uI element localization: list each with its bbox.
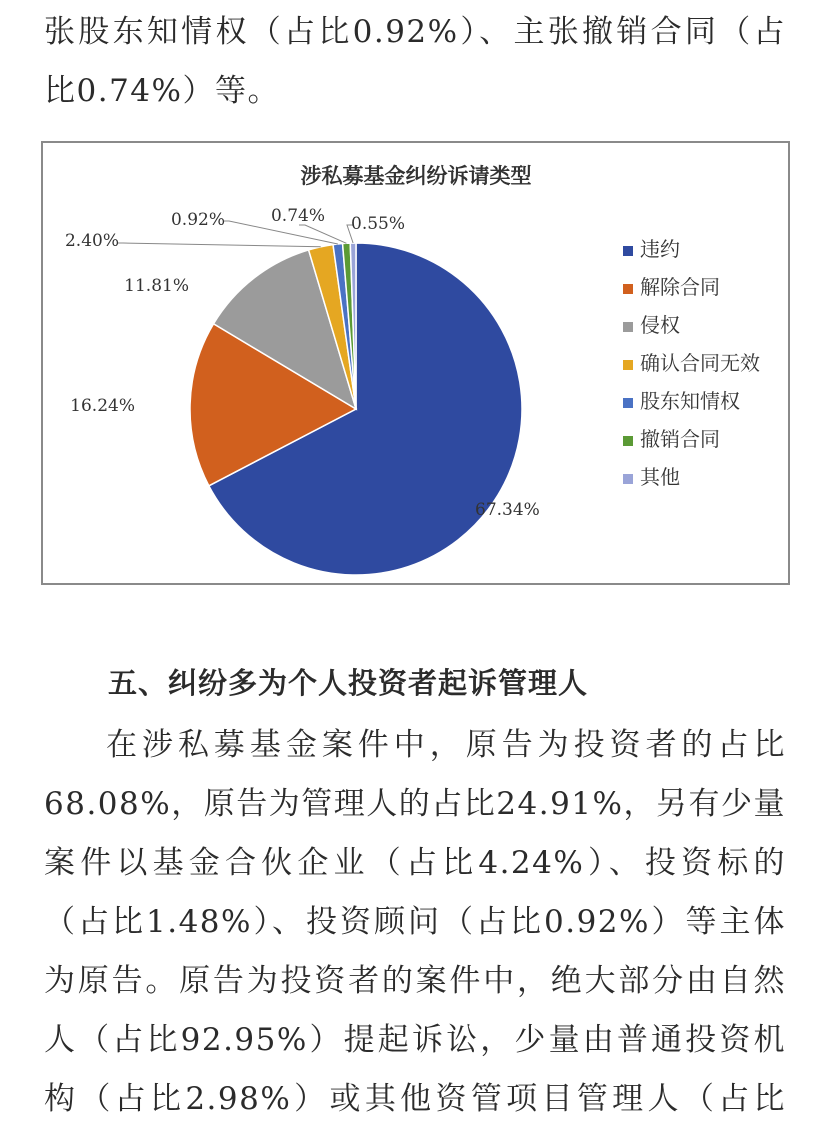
data-label: 67.34% xyxy=(475,500,540,520)
legend-swatch xyxy=(623,322,633,332)
legend-swatch xyxy=(623,436,633,446)
legend-swatch xyxy=(623,398,633,408)
paragraph-line: 案件以基金合伙企业（占比4.24%）、投资标的 xyxy=(44,845,786,881)
legend-label: 侵权 xyxy=(640,313,680,337)
paragraph-line: 比0.74%）等。 xyxy=(44,73,280,109)
pie-chart xyxy=(41,141,790,585)
legend-label: 股东知情权 xyxy=(640,389,740,413)
legend-swatch xyxy=(623,474,633,484)
paragraph-line: 张股东知情权（占比0.92%）、主张撤销合同（占 xyxy=(44,14,786,50)
data-label: 0.92% xyxy=(170,210,225,230)
data-label: 11.81% xyxy=(124,276,189,296)
pie-chart-svg xyxy=(43,143,788,583)
legend-label: 解除合同 xyxy=(640,275,720,299)
paragraph-line: 68.08%，原告为管理人的占比24.91%，另有少量 xyxy=(44,786,786,822)
legend-label: 其他 xyxy=(640,465,680,489)
section-heading: 五、纠纷多为个人投资者起诉管理人 xyxy=(108,666,589,700)
data-label: 16.24% xyxy=(70,396,135,416)
paragraph-line: 人（占比92.95%）提起诉讼，少量由普通投资机 xyxy=(44,1022,786,1058)
data-label: 0.55% xyxy=(351,214,406,234)
paragraph-line: 为原告。原告为投资者的案件中，绝大部分由自然 xyxy=(44,963,786,999)
paragraph-line: （占比1.48%）、投资顾问（占比0.92%）等主体 xyxy=(44,904,786,940)
legend-swatch xyxy=(623,360,633,370)
leader-line xyxy=(117,243,321,247)
paragraph-line: 在涉私募基金案件中，原告为投资者的占比 xyxy=(106,727,786,763)
data-label: 2.40% xyxy=(64,231,119,251)
legend-swatch xyxy=(623,246,633,256)
legend-swatch xyxy=(623,284,633,294)
legend-label: 撤销合同 xyxy=(640,427,720,451)
legend-label: 确认合同无效 xyxy=(640,351,760,375)
chart-title: 涉私募基金纠纷诉请类型 xyxy=(300,164,532,188)
legend-label: 违约 xyxy=(640,237,680,261)
paragraph-line: 构（占比2.98%）或其他资管项目管理人（占比 xyxy=(44,1081,786,1117)
data-label: 0.74% xyxy=(270,206,325,226)
